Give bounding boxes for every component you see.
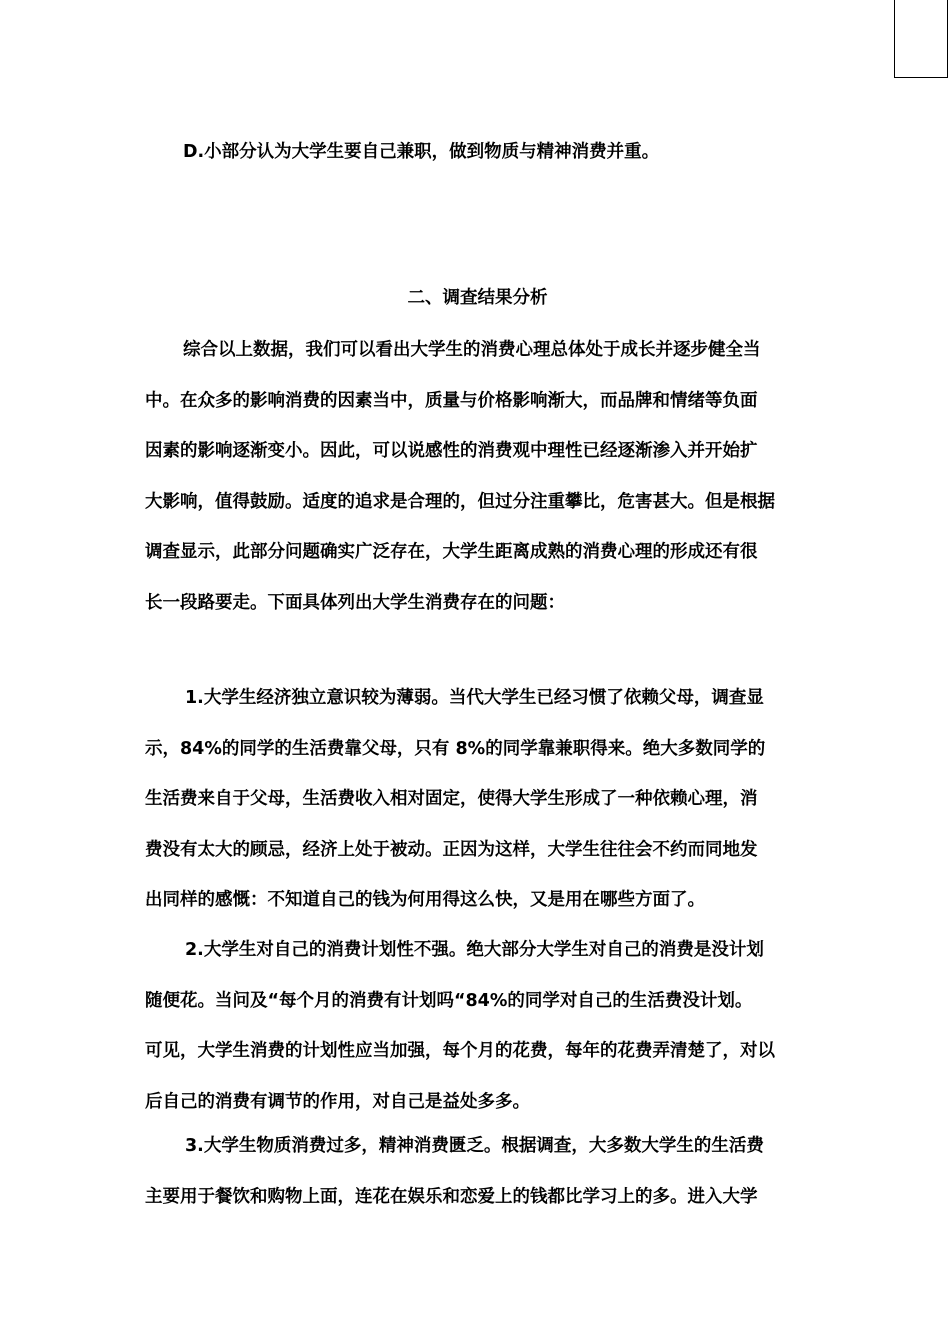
text-line: 因素的影响逐渐变小。因此，可以说感性的消费观中理性已经逐渐渗入并开始扩 [145, 441, 758, 461]
problem-1-paragraph [145, 673, 810, 926]
text-line: 生活费来自于父母，生活费收入相对固定，使得大学生形成了一种依赖心理，消 [145, 789, 758, 809]
text-line: 示，84%的同学的生活费靠父母，只有 8%的同学靠兼职得来。绝大多数同学的 [145, 738, 766, 759]
text-line: 长一段路要走。下面具体列出大学生消费存在的问题： [145, 592, 565, 613]
text-line: 可见，大学生消费的计划性应当加强，每个月的花费，每年的花费弄清楚了，对以 [145, 1041, 775, 1061]
problem-2-paragraph [145, 925, 810, 1127]
page-corner-box [894, 0, 948, 78]
text-line: 随便花。当问及“每个月的消费有计划吗“84%的同学对自己的生活费没计划。 [145, 990, 753, 1011]
text-line: 1.大学生经济独立意识较为薄弱。当代大学生已经习惯了依赖父母，调查显 [185, 688, 764, 708]
section-heading: 二、调查结果分析 [407, 288, 548, 308]
text-line: 综合以上数据，我们可以看出大学生的消费心理总体处于成长并逐步健全当 [183, 340, 761, 360]
text-line: 调查显示，此部分问题确实广泛存在，大学生距离成熟的消费心理的形成还有很 [145, 542, 758, 562]
text-line: 后自己的消费有调节的作用，对自己是益处多多。 [145, 1091, 530, 1112]
text-line: 费没有太大的顾忌，经济上处于被动。正因为这样，大学生往往会不约而同地发 [145, 839, 758, 860]
text-line: 2.大学生对自己的消费计划性不强。绝大部分大学生对自己的消费是没计划 [185, 940, 764, 960]
text-line: D.小部分认为大学生要自己兼职，做到物质与精神消费并重。 [183, 142, 660, 162]
text-line: 主要用于餐饮和购物上面，连花在娱乐和恋爱上的钱都比学习上的多。进入大学 [145, 1186, 758, 1207]
text-line: 大影响，值得鼓励。适度的追求是合理的，但过分注重攀比，危害甚大。但是根据 [145, 491, 775, 512]
text-line: 中。在众多的影响消费的因素当中，质量与价格影响渐大，而品牌和情绪等负面 [145, 390, 758, 411]
option-d-line [145, 127, 810, 178]
problem-3-paragraph [145, 1121, 810, 1222]
text-line: 3.大学生物质消费过多，精神消费匮乏。根据调查，大多数大学生的生活费 [185, 1136, 764, 1156]
text-line: 出同样的感慨：不知道自己的钱为何用得这么快，又是用在哪些方面了。 [145, 890, 705, 910]
intro-paragraph [145, 325, 810, 628]
